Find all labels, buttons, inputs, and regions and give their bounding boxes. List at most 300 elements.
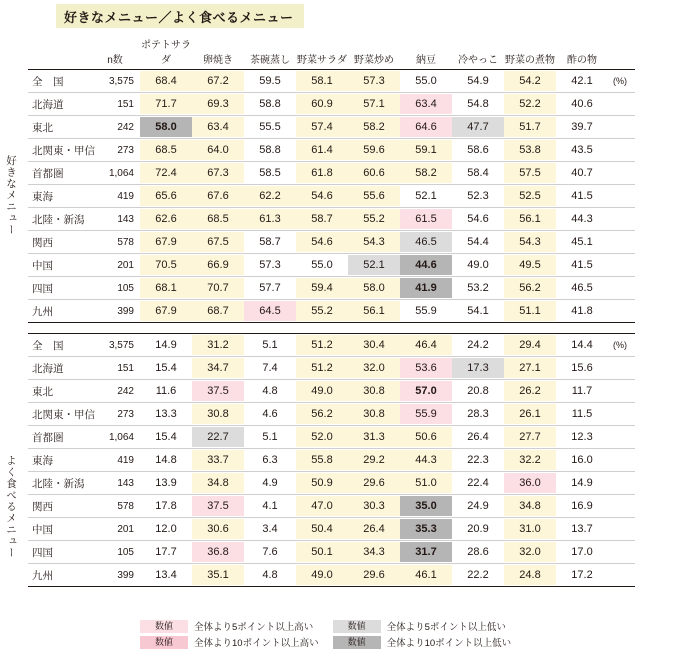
cell-value: 56.1 [504,208,556,231]
cell-value: 51.0 [400,472,452,495]
cell-value: 59.4 [296,277,348,300]
cell-value: 24.2 [452,334,504,357]
cell-value: 59.1 [400,139,452,162]
cell-value: 67.3 [192,162,244,185]
cell-value: 65.6 [140,185,192,208]
row-n: 399 [96,300,140,323]
cell-value: 62.6 [140,208,192,231]
row-n: 242 [96,116,140,139]
row-n: 151 [96,357,140,380]
row-unit [608,449,635,472]
cell-value: 11.6 [140,380,192,403]
cell-value: 57.3 [348,70,400,93]
cell-value: 63.4 [192,116,244,139]
cell-value: 34.8 [504,495,556,518]
row-unit [608,93,635,116]
cell-value: 30.3 [348,495,400,518]
cell-value: 30.8 [348,403,400,426]
cell-value: 16.9 [556,495,608,518]
cell-value: 58.0 [140,116,192,139]
cell-value: 36.0 [504,472,556,495]
legend-chip-low10: 数値 [333,636,381,649]
cell-value: 46.1 [400,564,452,587]
cell-value: 68.5 [140,139,192,162]
cell-value: 61.5 [400,208,452,231]
table-row [28,357,635,380]
table-row [28,116,635,139]
cell-value: 32.2 [504,449,556,472]
cell-value: 31.7 [400,541,452,564]
cell-value: 37.5 [192,495,244,518]
table-row [28,185,635,208]
cell-value: 6.3 [244,449,296,472]
cell-value: 59.6 [348,139,400,162]
cell-value: 55.2 [348,208,400,231]
row-n: 201 [96,518,140,541]
cell-value: 70.7 [192,277,244,300]
row-label: 東北 [28,380,96,403]
cell-value: 31.3 [348,426,400,449]
cell-value: 17.0 [556,541,608,564]
table-row [28,231,635,254]
cell-value: 67.5 [192,231,244,254]
cell-value: 43.5 [556,139,608,162]
row-n: 105 [96,277,140,300]
column-header-6: 冷やっこ [458,55,498,66]
cell-value: 12.0 [140,518,192,541]
row-label: 九州 [28,564,96,587]
cell-value: 14.4 [556,334,608,357]
row-label: 北関東・甲信 [28,139,96,162]
cell-value: 29.6 [348,472,400,495]
cell-value: 17.3 [452,357,504,380]
table-row [28,564,635,587]
cell-value: 55.9 [400,403,452,426]
cell-value: 27.1 [504,357,556,380]
row-unit [608,185,635,208]
row-label: 関西 [28,495,96,518]
cell-value: 7.4 [244,357,296,380]
cell-value: 22.3 [452,449,504,472]
row-label: 北陸・新潟 [28,208,96,231]
cell-value: 68.1 [140,277,192,300]
cell-value: 58.7 [244,231,296,254]
cell-value: 58.1 [296,70,348,93]
row-n: 1,064 [96,426,140,449]
row-unit [608,254,635,277]
cell-value: 66.9 [192,254,244,277]
cell-value: 11.7 [556,380,608,403]
cell-value: 30.4 [348,334,400,357]
cell-value: 61.3 [244,208,296,231]
table-row [28,93,635,116]
row-label: 全 国 [28,334,96,357]
cell-value: 39.7 [556,116,608,139]
row-n: 399 [96,564,140,587]
cell-value: 49.5 [504,254,556,277]
cell-value: 56.2 [504,277,556,300]
cell-value: 52.2 [504,93,556,116]
row-n: 419 [96,449,140,472]
column-header-8: 酢の物 [567,55,597,66]
row-label: 全 国 [28,70,96,93]
row-n: 201 [96,254,140,277]
row-unit [608,116,635,139]
legend-text-high5: 全体より5ポイント以上高い [194,622,314,633]
row-n: 143 [96,472,140,495]
cell-value: 15.4 [140,426,192,449]
column-header-5: 納豆 [416,55,436,66]
row-unit [608,472,635,495]
row-label: 中国 [28,254,96,277]
cell-value: 14.8 [140,449,192,472]
data-table [28,36,635,587]
cell-value: 15.4 [140,357,192,380]
cell-value: 53.8 [504,139,556,162]
row-n: 242 [96,380,140,403]
cell-value: 61.8 [296,162,348,185]
row-label: 北陸・新潟 [28,472,96,495]
cell-value: 20.8 [452,380,504,403]
cell-value: 3.4 [244,518,296,541]
cell-value: 68.4 [140,70,192,93]
cell-value: 26.4 [348,518,400,541]
cell-value: 47.7 [452,116,504,139]
row-unit [608,162,635,185]
cell-value: 35.3 [400,518,452,541]
table-row [28,254,635,277]
cell-value: 56.2 [296,403,348,426]
cell-value: 41.5 [556,185,608,208]
cell-value: 36.8 [192,541,244,564]
column-header-4: 野菜炒め [354,55,394,66]
cell-value: 59.5 [244,70,296,93]
cell-value: 30.6 [192,518,244,541]
cell-value: 41.5 [556,254,608,277]
cell-value: 45.1 [556,231,608,254]
cell-value: 54.9 [452,70,504,93]
table-row [28,277,635,300]
column-header-2: 茶碗蒸し [250,55,290,66]
cell-value: 67.6 [192,185,244,208]
table-row [28,139,635,162]
cell-value: 29.2 [348,449,400,472]
cell-value: 4.1 [244,495,296,518]
row-unit [608,564,635,587]
row-label: 東海 [28,449,96,472]
legend-chip-high5: 数値 [140,620,188,633]
cell-value: 61.4 [296,139,348,162]
cell-value: 26.1 [504,403,556,426]
cell-value: 54.8 [452,93,504,116]
row-unit [608,357,635,380]
header-unit [608,36,635,70]
cell-value: 50.9 [296,472,348,495]
column-header-7: 野菜の煮物 [505,55,555,66]
cell-value: 47.0 [296,495,348,518]
cell-value: 29.4 [504,334,556,357]
cell-value: 40.7 [556,162,608,185]
cell-value: 26.2 [504,380,556,403]
page-title [56,4,304,28]
cell-value: 58.6 [452,139,504,162]
page-title-text: 好きなメニュー／よく食べるメニュー [64,9,294,25]
cell-value: 34.7 [192,357,244,380]
cell-value: 50.4 [296,518,348,541]
row-label: 北海道 [28,93,96,116]
table-row [28,518,635,541]
row-label: 北海道 [28,357,96,380]
cell-value: 58.2 [348,116,400,139]
legend-text-low10: 全体より10ポイント以上低い [386,638,512,649]
legend-chip-low5: 数値 [333,620,381,633]
cell-value: 44.3 [556,208,608,231]
cell-value: 51.2 [296,357,348,380]
cell-value: 22.4 [452,472,504,495]
cell-value: 49.0 [296,380,348,403]
legend-chip-high10: 数値 [140,636,188,649]
cell-value: 55.0 [296,254,348,277]
row-label: 首都圏 [28,426,96,449]
cell-value: 52.5 [504,185,556,208]
cell-value: 54.3 [348,231,400,254]
cell-value: 51.7 [504,116,556,139]
cell-value: 60.6 [348,162,400,185]
cell-value: 13.7 [556,518,608,541]
cell-value: 56.1 [348,300,400,323]
cell-value: 70.5 [140,254,192,277]
cell-value: 40.6 [556,93,608,116]
row-unit [608,426,635,449]
table-header-row [28,36,635,70]
cell-value: 57.7 [244,277,296,300]
cell-value: 34.3 [348,541,400,564]
table-row [28,426,635,449]
cell-value: 55.8 [296,449,348,472]
cell-value: 54.4 [452,231,504,254]
row-n: 3,575 [96,70,140,93]
cell-value: 60.9 [296,93,348,116]
cell-value: 31.2 [192,334,244,357]
cell-value: 46.5 [400,231,452,254]
cell-value: 58.4 [452,162,504,185]
cell-value: 58.8 [244,93,296,116]
row-label: 首都圏 [28,162,96,185]
cell-value: 4.9 [244,472,296,495]
cell-value: 67.2 [192,70,244,93]
table-row [28,334,635,357]
row-unit [608,518,635,541]
cell-value: 57.3 [244,254,296,277]
cell-value: 54.6 [452,208,504,231]
cell-value: 35.1 [192,564,244,587]
block-spacer [28,323,635,334]
cell-value: 11.5 [556,403,608,426]
row-unit [608,277,635,300]
cell-value: 44.3 [400,449,452,472]
cell-value: 52.0 [296,426,348,449]
cell-value: 55.2 [296,300,348,323]
row-unit [608,231,635,254]
cell-value: 22.7 [192,426,244,449]
cell-value: 50.6 [400,426,452,449]
cell-value: 13.4 [140,564,192,587]
cell-value: 52.3 [452,185,504,208]
row-n: 143 [96,208,140,231]
table-row [28,162,635,185]
cell-value: 42.1 [556,70,608,93]
cell-value: 51.2 [296,334,348,357]
table-row [28,472,635,495]
cell-value: 57.5 [504,162,556,185]
cell-value: 16.0 [556,449,608,472]
table-row [28,403,635,426]
cell-value: 49.0 [452,254,504,277]
cell-value: 33.7 [192,449,244,472]
cell-value: 64.6 [400,116,452,139]
cell-value: 58.5 [244,162,296,185]
cell-value: 32.0 [348,357,400,380]
column-header-1: 卵焼き [203,55,233,66]
table-row [28,541,635,564]
cell-value: 24.9 [452,495,504,518]
cell-value: 32.0 [504,541,556,564]
row-label: 中国 [28,518,96,541]
cell-value: 72.4 [140,162,192,185]
table-row [28,495,635,518]
table-row [28,208,635,231]
cell-value: 4.6 [244,403,296,426]
cell-value: 68.7 [192,300,244,323]
row-n: 1,064 [96,162,140,185]
cell-value: 46.5 [556,277,608,300]
row-label: 四国 [28,541,96,564]
cell-value: 52.1 [348,254,400,277]
cell-value: 29.6 [348,564,400,587]
row-label: 東北 [28,116,96,139]
row-unit: (%) [608,334,635,357]
row-unit [608,139,635,162]
cell-value: 64.0 [192,139,244,162]
cell-value: 5.1 [244,426,296,449]
row-label: 東海 [28,185,96,208]
cell-value: 44.6 [400,254,452,277]
cell-value: 54.6 [296,231,348,254]
cell-value: 54.6 [296,185,348,208]
cell-value: 68.5 [192,208,244,231]
row-n: 578 [96,231,140,254]
table-row [28,449,635,472]
cell-value: 13.3 [140,403,192,426]
cell-value: 54.2 [504,70,556,93]
cell-value: 62.2 [244,185,296,208]
cell-value: 51.1 [504,300,556,323]
cell-value: 15.6 [556,357,608,380]
legend-text-high10: 全体より10ポイント以上高い [194,638,319,649]
cell-value: 41.8 [556,300,608,323]
cell-value: 55.6 [348,185,400,208]
cell-value: 46.4 [400,334,452,357]
row-n: 273 [96,403,140,426]
row-unit [608,300,635,323]
cell-value: 41.9 [400,277,452,300]
cell-value: 57.0 [400,380,452,403]
table-row [28,300,635,323]
cell-value: 71.7 [140,93,192,116]
row-unit [608,541,635,564]
cell-value: 13.9 [140,472,192,495]
cell-value: 64.5 [244,300,296,323]
side-label-often-eat: よく食べるメニュー [5,455,17,559]
cell-value: 58.8 [244,139,296,162]
row-n: 419 [96,185,140,208]
row-n: 151 [96,93,140,116]
cell-value: 30.8 [348,380,400,403]
cell-value: 28.6 [452,541,504,564]
cell-value: 67.9 [140,300,192,323]
table-row [28,70,635,93]
cell-value: 26.4 [452,426,504,449]
cell-value: 53.6 [400,357,452,380]
row-label: 北関東・甲信 [28,403,96,426]
cell-value: 57.4 [296,116,348,139]
column-header-3: 野菜サラダ [297,55,347,66]
cell-value: 4.8 [244,380,296,403]
row-label: 関西 [28,231,96,254]
cell-value: 67.9 [140,231,192,254]
cell-value: 17.7 [140,541,192,564]
cell-value: 31.0 [504,518,556,541]
cell-value: 24.8 [504,564,556,587]
row-label: 九州 [28,300,96,323]
row-unit [608,208,635,231]
row-n: 105 [96,541,140,564]
cell-value: 35.0 [400,495,452,518]
cell-value: 58.2 [400,162,452,185]
cell-value: 14.9 [556,472,608,495]
cell-value: 7.6 [244,541,296,564]
row-n: 578 [96,495,140,518]
column-header-0: ポテトサラダ [141,40,191,66]
cell-value: 50.1 [296,541,348,564]
cell-value: 30.8 [192,403,244,426]
cell-value: 34.8 [192,472,244,495]
row-unit [608,403,635,426]
legend [140,618,525,650]
cell-value: 17.2 [556,564,608,587]
table-row [28,380,635,403]
cell-value: 55.0 [400,70,452,93]
cell-value: 5.1 [244,334,296,357]
cell-value: 12.3 [556,426,608,449]
cell-value: 49.0 [296,564,348,587]
cell-value: 4.8 [244,564,296,587]
cell-value: 20.9 [452,518,504,541]
row-unit [608,380,635,403]
cell-value: 55.5 [244,116,296,139]
cell-value: 27.7 [504,426,556,449]
cell-value: 54.1 [452,300,504,323]
cell-value: 37.5 [192,380,244,403]
cell-value: 58.0 [348,277,400,300]
cell-value: 69.3 [192,93,244,116]
cell-value: 28.3 [452,403,504,426]
cell-value: 14.9 [140,334,192,357]
cell-value: 22.2 [452,564,504,587]
legend-text-low5: 全体より5ポイント以上低い [386,622,506,633]
row-n: 273 [96,139,140,162]
row-label: 四国 [28,277,96,300]
